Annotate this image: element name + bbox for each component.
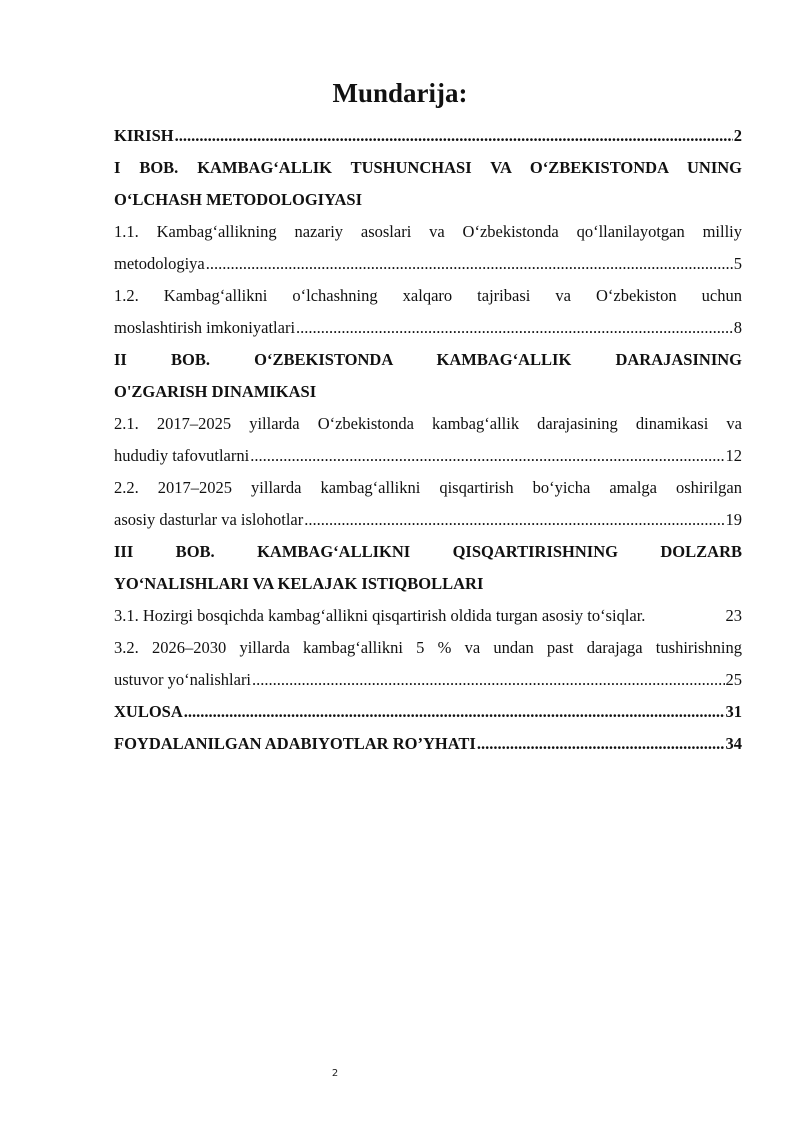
toc-page-number: 12 [725,446,742,465]
toc-page-number: 25 [725,670,742,689]
toc-entry-adabiyotlar[interactable] [114,728,742,760]
toc-entry-kirish[interactable] [114,120,742,152]
toc-entry-2-1[interactable] [114,408,742,440]
toc-page-number: 5 [733,254,742,273]
toc-entry-label: III BOB. KAMBAG‘ALLIKNI QISQARTIRISHNING DOLZARB [114,542,742,561]
toc-entry-2-2[interactable] [114,472,742,504]
toc-chapter-heading-2-cont[interactable] [114,376,742,408]
toc-entry-2-1-cont[interactable] [114,440,742,472]
toc-entry-label: 2.2. 2017–2025 yillarda kambag‘allikni qisqartirish bo‘yicha amalga oshirilgan [114,478,742,497]
toc-entry-1-1-cont[interactable] [114,248,742,280]
toc-leader-dots [477,728,725,760]
toc-chapter-heading-3[interactable] [114,536,742,568]
toc-page-number: 34 [725,734,742,753]
toc-leader-dots [184,696,725,728]
toc-entry-label: asosiy dasturlar va islohotlar [114,510,304,529]
toc-entry-label: O‘LCHASH METODOLOGIYASI [114,190,363,209]
toc-entry-label: XULOSA [114,702,183,721]
toc-entry-label: 1.2. Kambag‘allikni o‘lchashning xalqaro tajribasi va O‘zbekiston uchun [114,286,742,305]
toc-entry-3-2-cont[interactable] [114,664,742,696]
toc-entry-label: FOYDALANILGAN ADABIYOTLAR RO’YHATI [114,734,476,753]
toc-entry-xulosa[interactable] [114,696,742,728]
toc-chapter-heading-1[interactable] [114,152,742,184]
toc-entry-1-2[interactable] [114,280,742,312]
toc-page-number: 23 [725,606,742,625]
toc-chapter-heading-3-cont[interactable] [114,568,742,600]
toc-leader-dots [206,248,733,280]
toc-entry-1-2-cont[interactable] [114,312,742,344]
toc-page-number: 31 [725,702,742,721]
toc-leader-dots [304,504,724,536]
toc-entry-label: 3.2. 2026–2030 yillarda kambag‘allikni 5 % va undan past darajaga tushirishning [114,638,742,657]
toc-entry-label: moslashtirish imkoniyatlari [114,318,296,337]
toc-entry-label: hududiy tafovutlarni [114,446,250,465]
toc-leader-dots [175,120,733,152]
toc-entry-3-2[interactable] [114,632,742,664]
toc-entry-label: 3.1. Hozirgi bosqichda kambag‘allikni qisqartirish oldida turgan asosiy to‘siqlar. [114,606,646,625]
toc-entry-label: KIRISH [114,126,174,145]
toc-entry-label: I BOB. KAMBAG‘ALLIK TUSHUNCHASI VA O‘ZBEKISTONDA UNING [114,158,742,177]
page-title: Mundarija: [332,78,468,108]
toc-entry-label: 1.1. Kambag‘allikning nazariy asoslari va O‘zbekistonda qo‘llanilayotgan milliy [114,222,742,241]
toc-entry-label: 2.1. 2017–2025 yillarda O‘zbekistonda kambag‘allik darajasining dinamikasi va [114,414,742,433]
toc-page-number: 8 [733,318,742,337]
toc-chapter-heading-2[interactable] [114,344,742,376]
toc-entry-label: II BOB. O‘ZBEKISTONDA KAMBAG‘ALLIK DARAJASINING [114,350,742,369]
table-of-contents [114,120,742,760]
toc-leader-dots [250,440,724,472]
toc-leader-dots [252,664,724,696]
toc-entry-label: YO‘NALISHLARI VA KELAJAK ISTIQBOLLARI [114,574,484,593]
toc-entry-label: metodologiya [114,254,205,273]
toc-entry-2-2-cont[interactable] [114,504,742,536]
toc-entry-3-1[interactable] [114,600,742,632]
toc-leader-dots [296,312,733,344]
page-number-footer: 2 [331,1068,339,1079]
toc-entry-label: O'ZGARISH DINAMIKASI [114,382,317,401]
toc-page-number: 2 [733,126,742,145]
toc-entry-label: ustuvor yo‘nalishlari [114,670,252,689]
toc-chapter-heading-1-cont[interactable] [114,184,742,216]
toc-entry-1-1[interactable] [114,216,742,248]
toc-page-number: 19 [725,510,742,529]
